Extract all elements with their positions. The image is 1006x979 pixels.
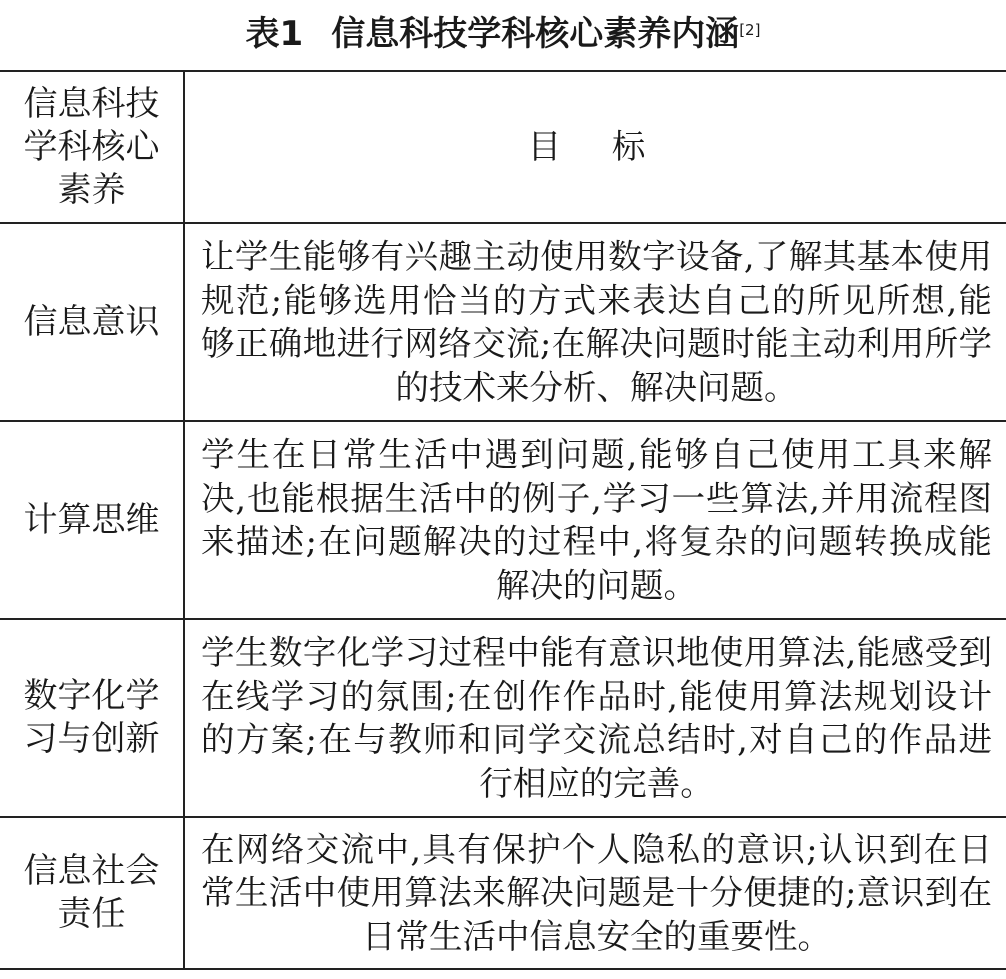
table-row: [0, 223, 1006, 421]
row-literacy-text: 数字化学习与创新: [23, 676, 160, 759]
core-literacy-table: [0, 70, 1006, 970]
table-row: [0, 817, 1006, 969]
header-literacy: [0, 71, 184, 223]
row-literacy: 计算思维: [0, 421, 184, 619]
row-goal: 在网络交流中,具有保护个人隐私的意识;认识到在日常生活中使用算法来解决问题是十分便捷的;意识到在日常生活中信息安全的重要性。: [184, 817, 1006, 969]
row-literacy: [0, 817, 184, 969]
header-goal: 目 标: [184, 71, 1006, 223]
row-literacy: 信息意识: [0, 223, 184, 421]
row-literacy: [0, 619, 184, 817]
table-row: [0, 619, 1006, 817]
row-goal: 学生数字化学习过程中能有意识地使用算法,能感受到在线学习的氛围;在创作作品时,能使用算法规划设计的方案;在与教师和同学交流总结时,对自己的作品进行相应的完善。: [184, 619, 1006, 817]
reference-mark: [2]: [739, 21, 761, 39]
table-title: 信息科技学科核心素养内涵: [331, 14, 740, 54]
row-literacy-text: 信息社会责任: [23, 851, 160, 934]
table-header-row: [0, 71, 1006, 223]
row-goal: 让学生能够有兴趣主动使用数字设备,了解其基本使用规范;能够选用恰当的方式来表达自己的所见所想,能够正确地进行网络交流;在解决问题时能主动利用所学的技术来分析、解决问题。: [184, 223, 1006, 421]
table-row: [0, 421, 1006, 619]
header-literacy-text: 信息科技学科核心素养: [23, 83, 160, 210]
row-goal: 学生在日常生活中遇到问题,能够自己使用工具来解决,也能根据生活中的例子,学习一些算法,并用流程图来描述;在问题解决的过程中,将复杂的问题转换成能解决的问题。: [184, 421, 1006, 619]
table-caption: [0, 12, 1006, 56]
table-number: 表1: [245, 14, 304, 54]
